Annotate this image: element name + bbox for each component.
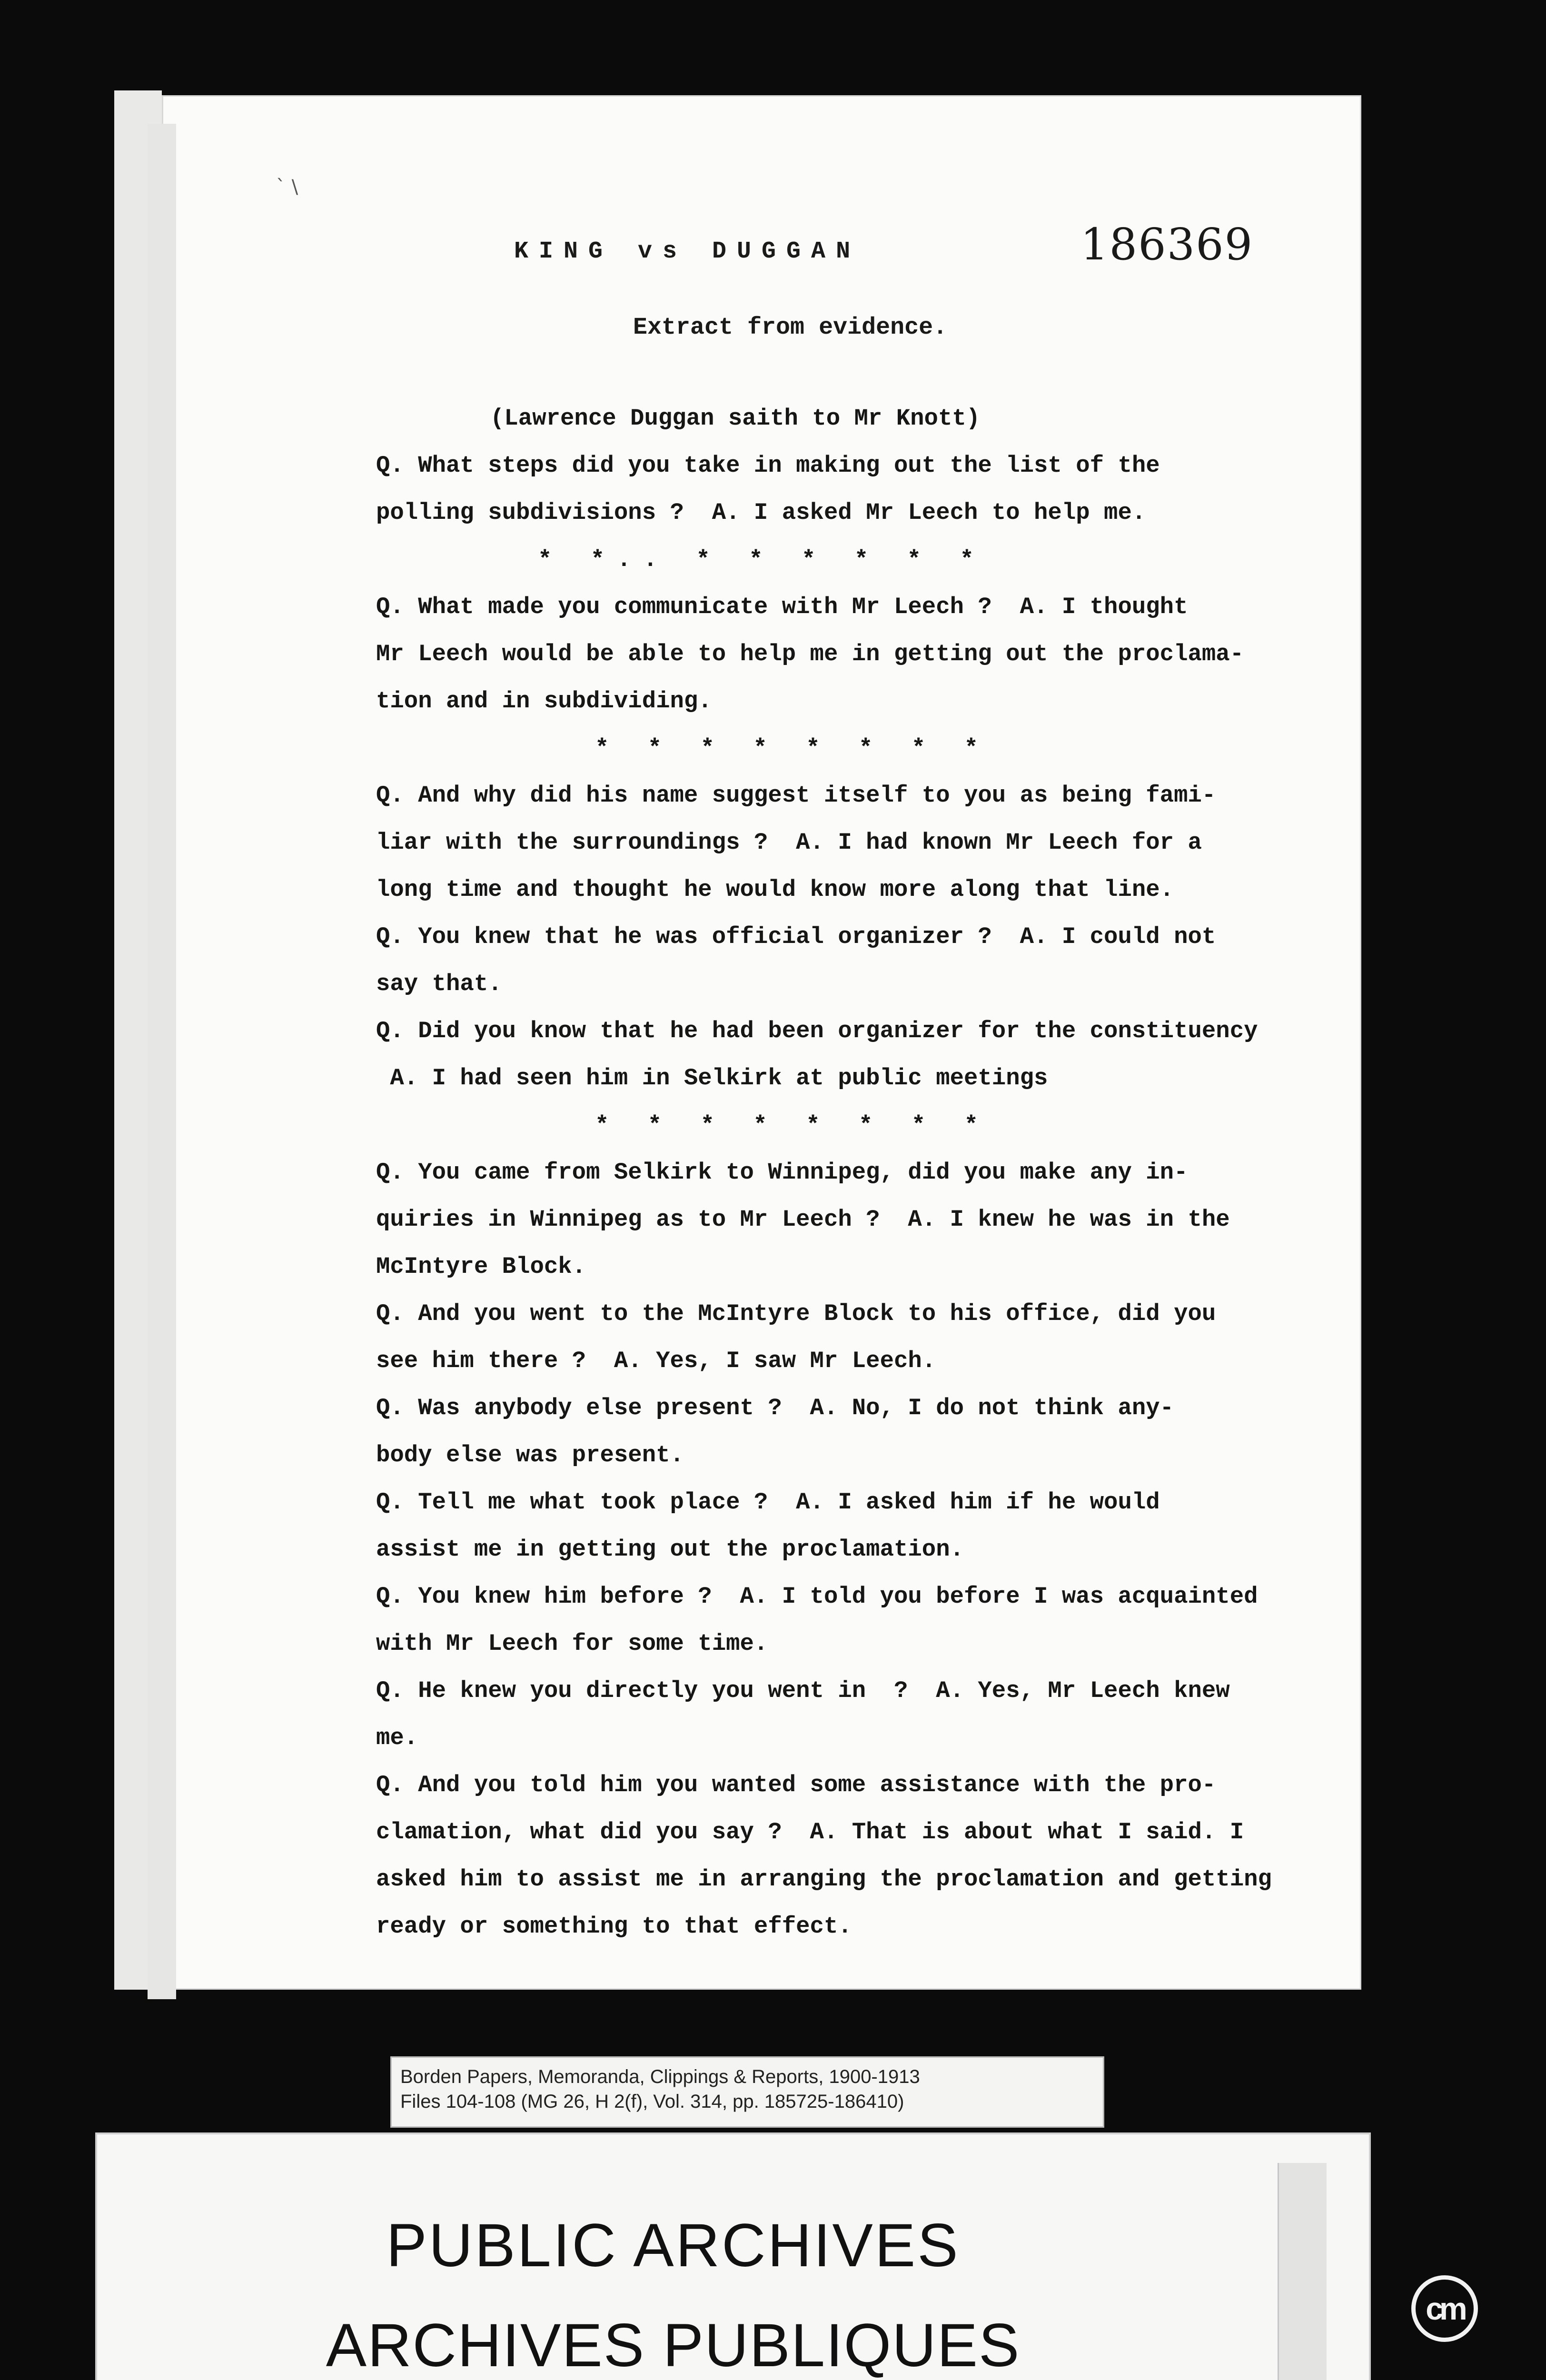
transcript-line: ready or something to that effect. bbox=[376, 1913, 852, 1940]
transcript-line: Q. You knew him before ? A. I told you before I was acquainted bbox=[376, 1583, 1258, 1610]
section-separator: * *.. * * * * * * bbox=[538, 546, 986, 573]
transcript-line: (Lawrence Duggan saith to Mr Knott) bbox=[490, 405, 981, 432]
transcript-line: polling subdivisions ? A. I asked Mr Leech to help me. bbox=[376, 499, 1146, 526]
document-subtitle: Extract from evidence. bbox=[633, 314, 948, 341]
catalog-label-line-1: Borden Papers, Memoranda, Clippings & Reports, 1900-1913 bbox=[400, 2066, 920, 2087]
transcript-line: asked him to assist me in arranging the proclamation and getting bbox=[376, 1866, 1272, 1893]
transcript-line: say that. bbox=[376, 971, 502, 997]
transcript-line: with Mr Leech for some time. bbox=[376, 1630, 768, 1657]
transcript-line: tion and in subdividing. bbox=[376, 688, 712, 714]
catalog-reference-label bbox=[390, 2056, 1104, 2128]
evidence-transcript bbox=[376, 395, 1318, 1950]
transcript-line: McIntyre Block. bbox=[376, 1253, 586, 1280]
transcript-line: Q. What steps did you take in making out the list of the bbox=[376, 452, 1160, 479]
transcript-line: clamation, what did you say ? A. That is about what I said. I bbox=[376, 1819, 1244, 1845]
transcript-line: me. bbox=[376, 1725, 418, 1751]
transcript-line: body else was present. bbox=[376, 1442, 684, 1468]
section-separator: * * * * * * * * bbox=[595, 735, 991, 762]
transcript-line: see him there ? A. Yes, I saw Mr Leech. bbox=[376, 1348, 936, 1374]
cm-monogram-icon: cm bbox=[1411, 2275, 1478, 2342]
transcript-line: Q. Tell me what took place ? A. I asked him if he would bbox=[376, 1489, 1160, 1516]
document-title: KING vs DUGGAN bbox=[514, 238, 861, 265]
transcript-line: Q. You came from Selkirk to Winnipeg, did you make any in- bbox=[376, 1159, 1188, 1186]
transcript-line: Q. And you told him you wanted some assistance with the pro- bbox=[376, 1772, 1216, 1798]
catalog-label-line-2: Files 104-108 (MG 26, H 2(f), Vol. 314, pp. 185725-186410) bbox=[400, 2091, 904, 2112]
transcript-line: Q. And why did his name suggest itself to you as being fami- bbox=[376, 782, 1216, 809]
transcript-line: assist me in getting out the proclamation. bbox=[376, 1536, 964, 1563]
transcript-line: Q. What made you communicate with Mr Leech ? A. I thought bbox=[376, 594, 1188, 620]
transcript-line: Q. You knew that he was official organizer ? A. I could not bbox=[376, 923, 1216, 950]
archive-name-french: ARCHIVES PUBLIQUES bbox=[326, 2311, 1021, 2380]
archive-stamp-card bbox=[95, 2132, 1371, 2380]
transcript-line: quiries in Winnipeg as to Mr Leech ? A. I knew he was in the bbox=[376, 1206, 1230, 1233]
transcript-line: Q. Was anybody else present ? A. No, I do not think any- bbox=[376, 1395, 1174, 1421]
archive-name-english: PUBLIC ARCHIVES bbox=[386, 2211, 960, 2280]
transcript-line: liar with the surroundings ? A. I had known Mr Leech for a bbox=[376, 829, 1202, 856]
transcript-line: Q. And you went to the McIntyre Block to his office, did you bbox=[376, 1300, 1216, 1327]
document-number: 186369 bbox=[1080, 219, 1254, 270]
transcript-line: A. I had seen him in Selkirk at public meetings bbox=[376, 1065, 1048, 1091]
transcript-line: long time and thought he would know more along that line. bbox=[376, 876, 1174, 903]
transcript-line: Q. He knew you directly you went in ? A. Yes, Mr Leech knew bbox=[376, 1677, 1230, 1704]
transcript-line: Mr Leech would be able to help me in getting out the proclama- bbox=[376, 641, 1244, 667]
section-separator: * * * * * * * * bbox=[595, 1112, 991, 1139]
stray-pencil-marks: ` \ bbox=[276, 176, 298, 198]
transcript-line: Q. Did you know that he had been organizer for the constituency bbox=[376, 1018, 1258, 1044]
